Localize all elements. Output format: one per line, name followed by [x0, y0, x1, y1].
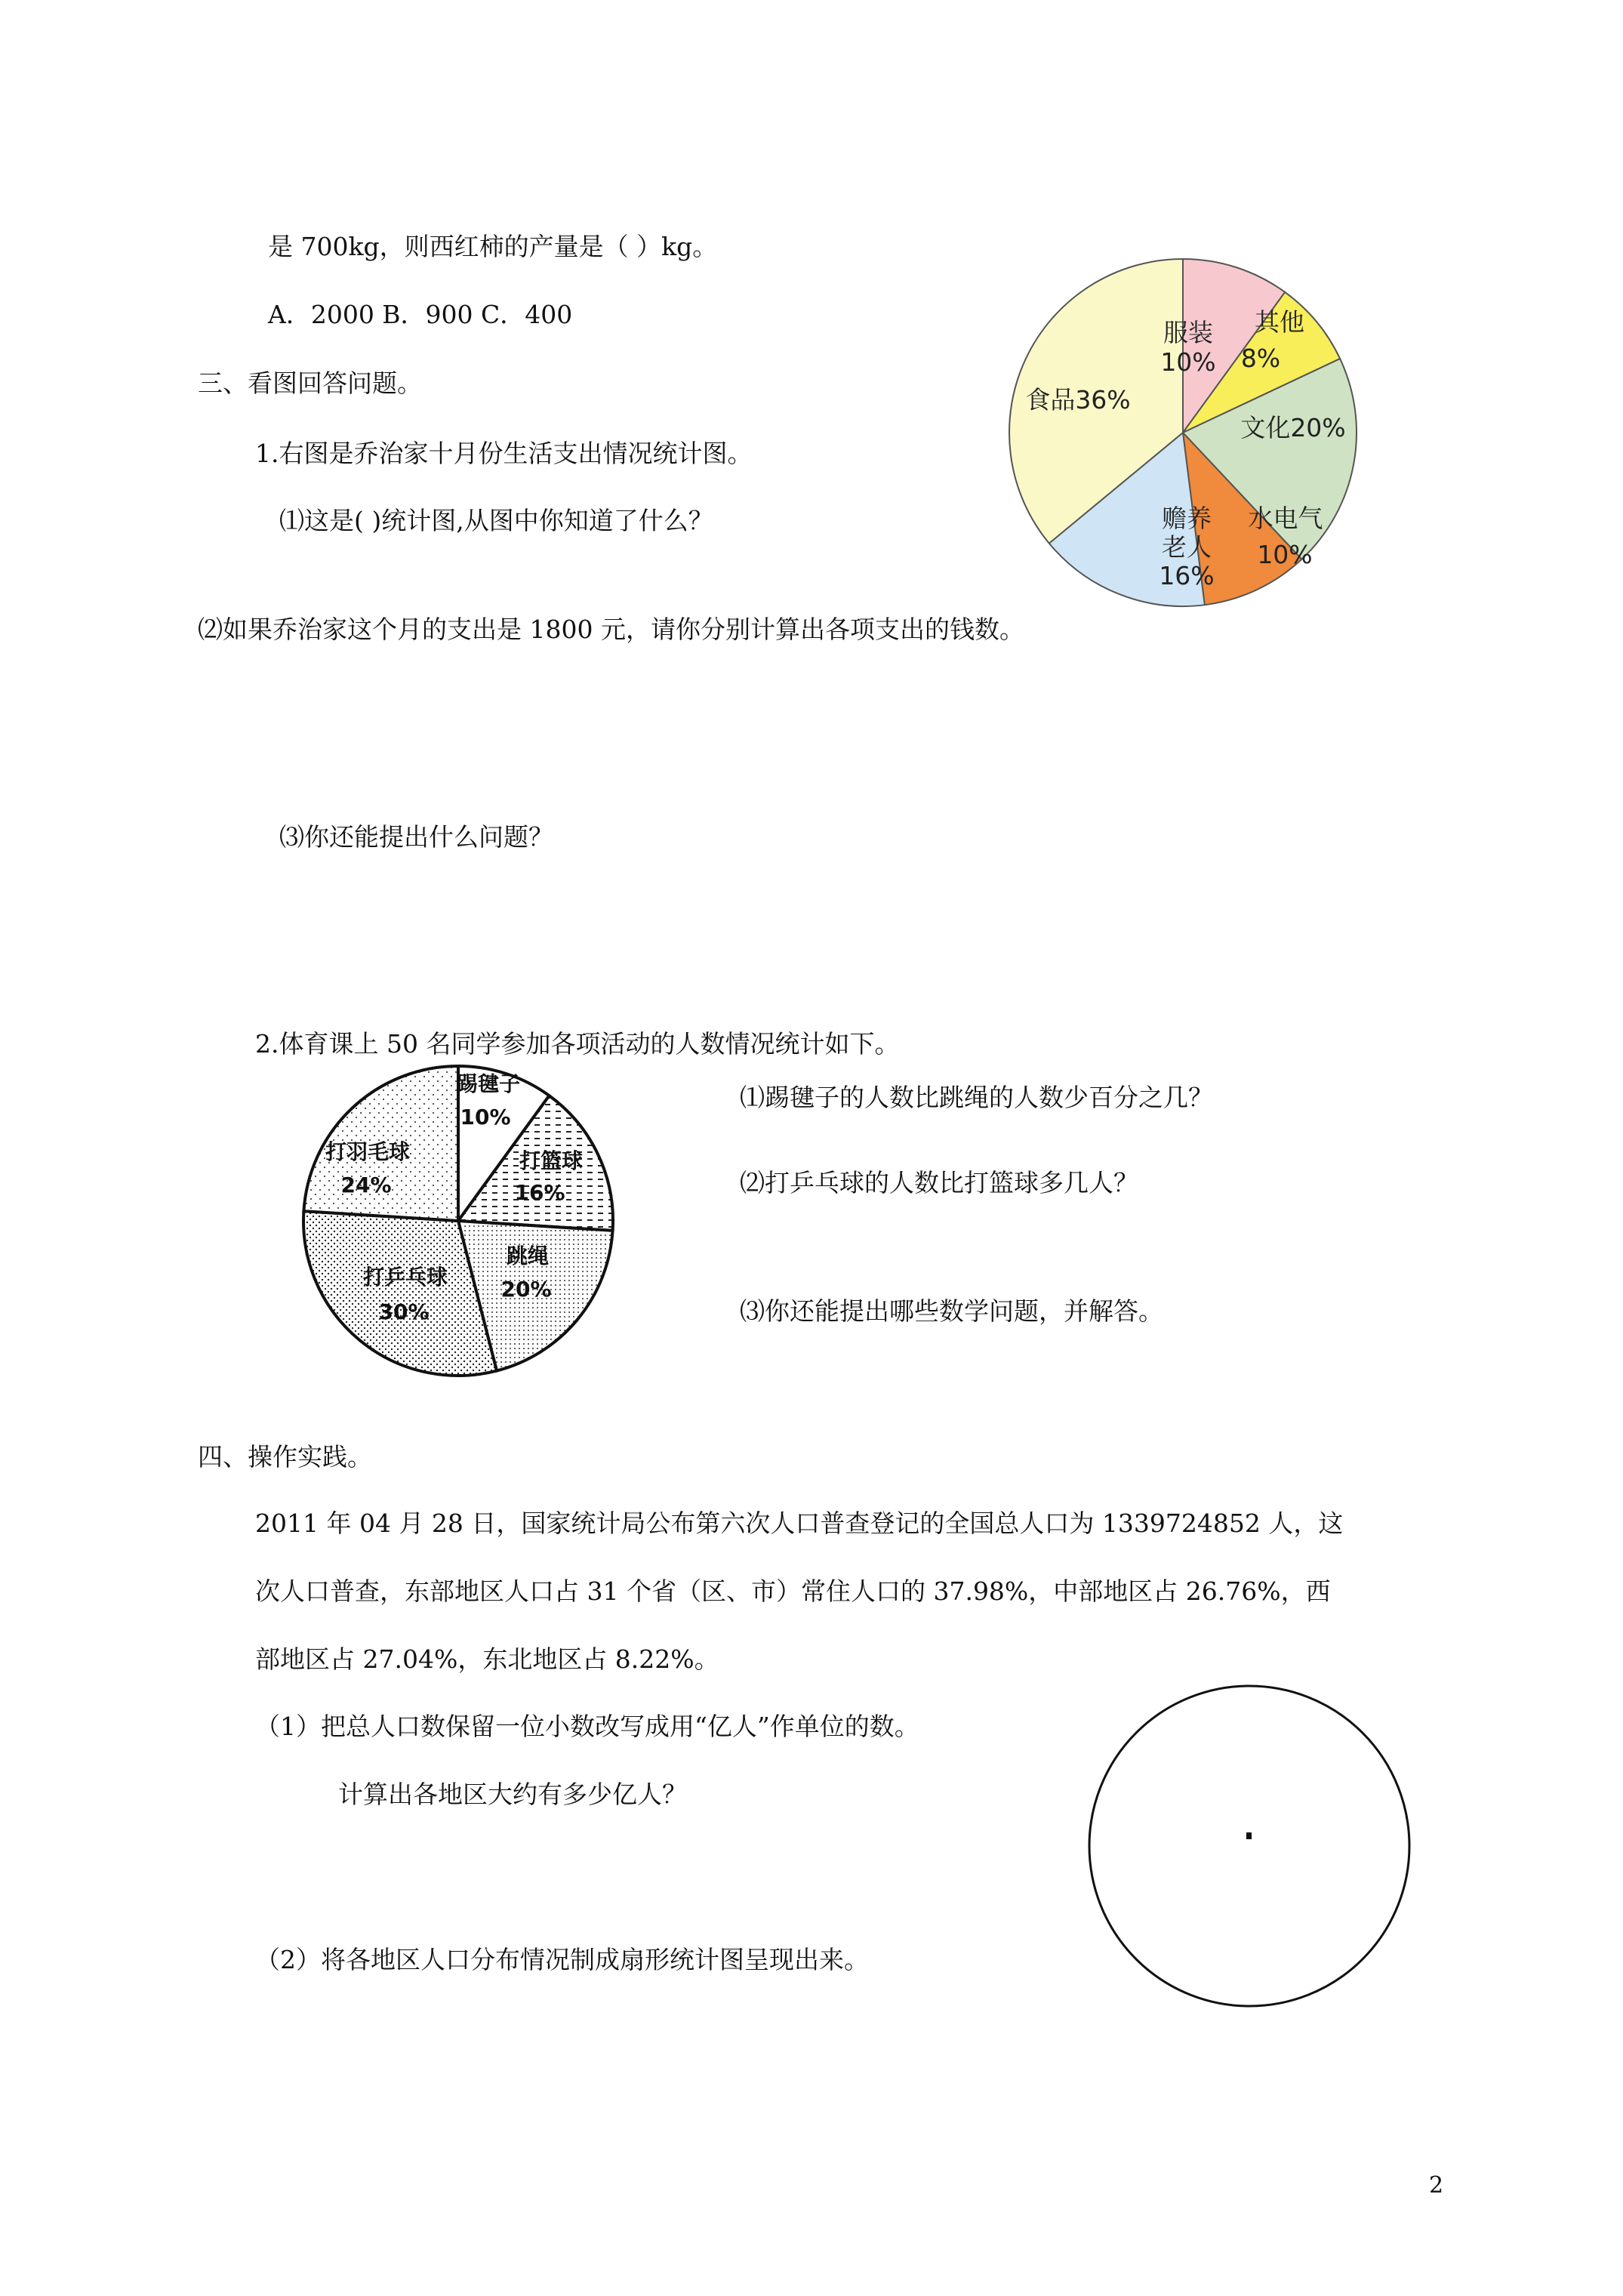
- activities-pie-chart: [291, 1061, 623, 1378]
- question-1-part-3: ⑶你还能提出什么问题？: [279, 822, 553, 852]
- question-2-part-3: ⑶你还能提出哪些数学问题，并解答。: [740, 1296, 1163, 1326]
- slice-label-basketball: 打篮球: [519, 1148, 584, 1173]
- section-4-title: 四、操作实践。: [198, 1442, 372, 1472]
- answer-options: A．2000 B．900 C．400: [268, 300, 573, 329]
- question-tomato-text: 是 700kg，则西红柿的产量是（ ）kg。: [268, 232, 718, 261]
- slice-value-utility: 10%: [1257, 540, 1313, 569]
- section-4-line-1: 2011 年 04 月 28 日，国家统计局公布第六次人口普查登记的全国总人口为 1339724852 人，这: [255, 1509, 1344, 1538]
- page-number: 2: [1429, 2172, 1444, 2199]
- slice-value-clothing: 10%: [1160, 347, 1216, 377]
- circle-center-dot: [1246, 1832, 1252, 1839]
- slice-value-jump-rope: 20%: [500, 1277, 552, 1302]
- slice-value-food: 食品36%: [1025, 385, 1131, 415]
- slice-label-shuttlecock: 踢毽子: [456, 1071, 521, 1096]
- question-1-intro: 1.右图是乔治家十月份生活支出情况统计图。: [255, 439, 753, 468]
- section-4-question-2: （2）将各地区人口分布情况制成扇形统计图呈现出来。: [255, 1945, 869, 1974]
- slice-value-other: 8%: [1240, 344, 1281, 373]
- blank-drawing-circle: [1079, 1676, 1419, 2016]
- section-3-title: 三、看图回答问题。: [198, 368, 422, 398]
- slice-label-other: 其他: [1255, 307, 1304, 337]
- question-1-part-2: ⑵如果乔治家这个月的支出是 1800 元，请你分别计算出各项支出的钱数。: [198, 615, 1024, 644]
- slice-label-ping-pong: 打乒乓球: [362, 1265, 448, 1290]
- slice-label-care-2: 老人: [1162, 532, 1212, 562]
- slice-value-basketball: 16%: [514, 1180, 565, 1205]
- slice-value-care: 16%: [1159, 561, 1215, 590]
- slice-label-care-1: 赡养: [1162, 504, 1212, 533]
- question-1-part-1: ⑴这是( )统计图,从图中你知道了什么？: [279, 506, 713, 535]
- section-4-question-1b: 计算出各地区大约有多少亿人？: [338, 1780, 687, 1809]
- slice-value-shuttlecock: 10%: [460, 1105, 511, 1130]
- section-4-line-2: 次人口普查，东部地区人口占 31 个省（区、市）常住人口的 37.98%，中部地区占 26.76%，西: [255, 1576, 1331, 1606]
- slice-value-culture: 文化20%: [1240, 413, 1346, 442]
- section-4-line-3: 部地区占 27.04%，东北地区占 8.22%。: [255, 1644, 719, 1674]
- question-2-part-1: ⑴踢毽子的人数比跳绳的人数少百分之几？: [740, 1083, 1213, 1112]
- question-2-intro: 2.体育课上 50 名同学参加各项活动的人数情况统计如下。: [255, 1029, 900, 1059]
- question-2-part-2: ⑵打乒乓球的人数比打篮球多几人？: [740, 1168, 1138, 1197]
- slice-value-badminton: 24%: [340, 1173, 392, 1197]
- slice-label-jump-rope: 跳绳: [506, 1244, 550, 1268]
- slice-label-utility: 水电气: [1248, 504, 1323, 533]
- section-4-question-1: （1）把总人口数保留一位小数改写成用“亿人”作单位的数。: [255, 1712, 919, 1741]
- expense-pie-chart: [1004, 255, 1381, 610]
- slice-value-ping-pong: 30%: [378, 1299, 430, 1324]
- slice-label-badminton: 打羽毛球: [325, 1139, 411, 1164]
- slice-label-clothing: 服装: [1163, 318, 1213, 347]
